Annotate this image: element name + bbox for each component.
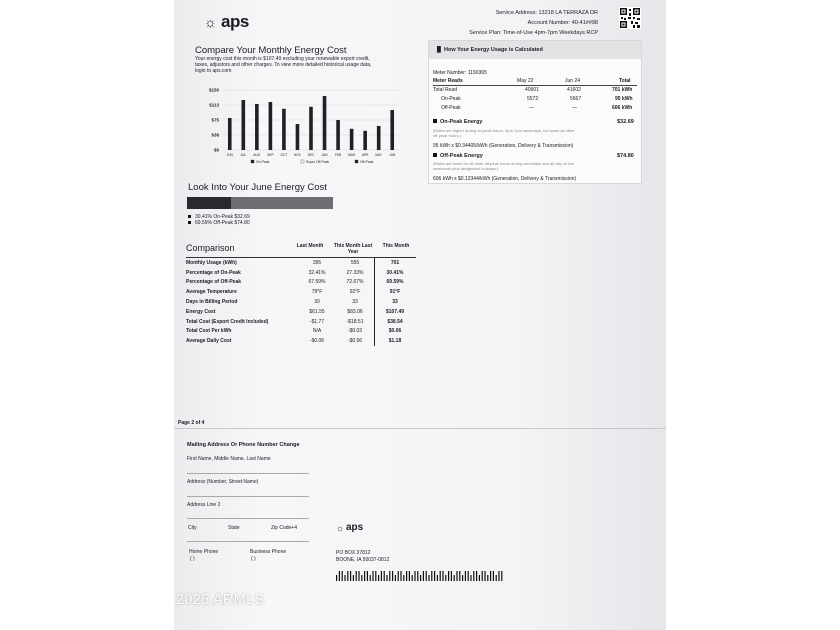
x-tick-label: APR: [361, 153, 369, 157]
field-state-label: State: [228, 525, 240, 531]
comparison-cell: -$1.77: [309, 318, 325, 325]
legend-swatch: [301, 160, 304, 163]
x-tick-label: NOV: [294, 153, 301, 157]
service-address: Service Address: 13218 LA TERRAZA DR: [495, 10, 598, 16]
y-tick-label: $113: [209, 102, 219, 108]
compare-desc-line-2: taxes, adjustors and other charges. To view more detailed historical usage data,: [195, 62, 372, 68]
comparison-cell: 30.41%: [375, 268, 416, 278]
row-total-read-total: 701 kWh: [612, 87, 633, 93]
col-total: Total: [619, 78, 631, 84]
on-peak-title: On-Peak Energy: [440, 119, 483, 125]
row-on-peak-a: 5572: [527, 96, 539, 102]
section-divider: [174, 428, 666, 429]
june-legend: [188, 214, 250, 226]
compare-desc-line-1: Your energy cost this month is $107.49 excluding your renewable export credit,: [195, 56, 370, 62]
row-total-read-b: 41602: [567, 87, 581, 93]
comparison-cell: $1.18: [375, 336, 416, 346]
field-home-phone-label: Home Phone: [189, 549, 219, 555]
comparison-row: [186, 297, 415, 307]
row-off-peak-a: —: [529, 105, 534, 111]
comparison-cell: -$0.56: [347, 338, 363, 345]
comparison-row: [186, 287, 415, 297]
comparison-cell: 91°F: [375, 287, 416, 297]
off-peak-calc: 606 kWh x $0.12344/kWh (Generation, Delivery & Transmission): [433, 176, 577, 182]
june-legend-off: 69.59% Off-Peak $74.80: [195, 220, 250, 226]
comparison-row-label: Average Daily Cost: [186, 338, 232, 345]
comparison-row: [186, 317, 415, 327]
comparison-row: [186, 268, 415, 278]
chart-bar: [363, 131, 367, 150]
chart-bar: [296, 124, 300, 150]
field-city-label: City: [188, 525, 197, 531]
x-tick-label: AUG: [253, 153, 261, 157]
field-address-label: Address (Number, Street Name): [187, 479, 259, 485]
qr-code-icon: [619, 7, 641, 29]
monthly-cost-chart: [203, 86, 403, 170]
on-peak-swatch-icon: [188, 215, 191, 218]
comparison-cell: $38.54: [375, 317, 416, 327]
comparison-row: [186, 258, 415, 268]
y-tick-label: $0: [213, 147, 219, 153]
june-cost-bar: [187, 197, 333, 209]
legend-label: Off-Peak: [360, 159, 374, 164]
y-tick-label: $75: [211, 117, 219, 123]
account-number: Account Number: 40-41##98: [527, 20, 598, 26]
chart-bar: [336, 120, 340, 150]
chart-bar: [390, 110, 394, 150]
field-address2-line[interactable]: [187, 518, 309, 519]
remit-logo: [336, 522, 376, 536]
compare-desc-line-3: login to aps.com: [195, 68, 232, 74]
usage-title: How Your Energy Usage is Calculated: [444, 47, 543, 53]
comparison-cell: 67.59%: [308, 279, 326, 286]
comparison-cell: $0.06: [375, 327, 416, 337]
mailing-title: Mailing Address Or Phone Number Change: [187, 442, 300, 448]
comparison-row-label: Days in Billing Period: [186, 299, 238, 306]
comparison-cell: -$18.51: [346, 318, 364, 325]
comparison-cell: 555: [350, 259, 360, 266]
col-may: May 22: [517, 78, 534, 84]
remit-po-box: PO BOX 37812: [336, 550, 371, 556]
off-peak-note: [433, 161, 574, 171]
chart-bar: [323, 96, 327, 150]
col-jun: Jun 24: [565, 78, 581, 84]
row-on-peak-label: On-Peak: [441, 96, 461, 102]
off-peak-swatch-icon: [188, 221, 191, 224]
x-tick-label: JUN: [389, 153, 396, 157]
comparison-cell: N/A: [312, 328, 322, 335]
off-peak-amount: $74.80: [617, 153, 634, 159]
legend-label: On-Peak: [256, 159, 270, 164]
on-peak-note: [433, 128, 575, 138]
on-peak-note-2: off-peak hours.): [433, 133, 461, 138]
bar-chart-icon: ▐▌: [435, 47, 443, 53]
comparison-cell: 395: [312, 259, 322, 266]
x-tick-label: MAY: [375, 153, 383, 157]
row-off-peak-total: 606 kWh: [612, 105, 633, 111]
comparison-row: [186, 278, 415, 288]
x-tick-label: MAR: [348, 153, 356, 157]
comparison-header-last-year: This Month Last Year: [333, 243, 373, 255]
x-tick-label: DEC: [307, 153, 315, 157]
june-legend-on: 30.41% On-Peak $32.69: [195, 214, 250, 220]
comparison-cell: $61.55: [309, 308, 325, 315]
comparison-row-label: Total Cost Per kWh: [186, 328, 232, 335]
comparison-cell: 30: [314, 299, 320, 306]
on-peak-calc: 95 kWh x $0.34405/kWh (Generation, Delivery & Transmission): [433, 143, 574, 149]
off-peak-note-1: (Rates are lower for all other off-peak hours during weekdays and all day on the: [433, 161, 574, 166]
remit-city: BOONE, IA 50037-0812: [336, 557, 390, 563]
chart-bar: [282, 109, 286, 150]
remit-logo-mark-icon: ☼: [336, 523, 345, 533]
chart-bar: [309, 107, 313, 150]
comparison-cell: 72.67%: [346, 279, 364, 286]
comparison-cell: 27.33%: [346, 269, 364, 276]
comparison-row-label: Average Temperature: [186, 289, 237, 296]
y-tick-label: $38: [211, 132, 219, 138]
compare-description: [195, 56, 415, 74]
field-zip-label: Zip Code+4: [271, 525, 297, 531]
comparison-row-label: Percentage of On-Peak: [186, 269, 241, 276]
comparison-row: [186, 327, 415, 337]
chart-bar: [228, 118, 232, 150]
page-label: Page 2 of 4: [178, 420, 205, 426]
meter-number: Meter Number: 1190365: [433, 70, 487, 76]
aps-logo: [204, 12, 264, 32]
june-on-peak-segment: [187, 197, 231, 209]
meter-reads-header: Meter Reads: [433, 78, 463, 84]
aps-logo-mark-icon: ☼: [204, 14, 217, 30]
row-off-peak-label: Off-Peak: [441, 105, 461, 111]
legend-swatch: [355, 160, 358, 163]
comparison-cell: 79°F: [311, 289, 323, 296]
comparison-cell: $107.49: [375, 307, 416, 317]
comparison-cell: 32.41%: [308, 269, 326, 276]
field-address2-label: Address Line 2: [187, 502, 221, 508]
off-peak-square-icon: [433, 153, 437, 157]
on-peak-amount: $32.69: [617, 119, 634, 125]
comparison-row: [186, 307, 415, 317]
on-peak-square-icon: [433, 119, 437, 123]
comparison-header-last-month: Last Month: [296, 243, 324, 249]
comparison-row-label: Total Cost (Export Credit Included): [186, 318, 269, 325]
legend-label: Super Off Peak: [306, 159, 330, 164]
x-tick-label: OCT: [280, 153, 288, 157]
field-address-line[interactable]: [187, 496, 309, 497]
account-info: [398, 8, 598, 38]
x-tick-label: FEB: [334, 153, 342, 157]
usage-calculation-box: [428, 40, 642, 184]
field-name-label: First Name, Middle Name, Last Name: [187, 456, 271, 462]
row-total-read-label: Total Read: [433, 87, 457, 93]
off-peak-note-2: weekends plus designated holidays.): [433, 166, 499, 171]
brand-name: aps: [221, 12, 249, 31]
usage-divider: [433, 85, 637, 86]
postal-barcode-icon: [336, 571, 506, 581]
comparison-row-label: Percentage of Off-Peak: [186, 279, 242, 286]
chart-bar: [255, 104, 259, 150]
comparison-row-label: Energy Cost: [186, 308, 216, 315]
comparison-header-this-month: This Month: [382, 243, 410, 249]
chart-bar: [242, 100, 246, 150]
row-on-peak-b: 5667: [570, 96, 582, 102]
y-tick-label: $150: [208, 87, 219, 93]
field-city-line[interactable]: [187, 541, 309, 542]
comparison-cell: 33: [352, 299, 358, 306]
comparison-title: Comparison: [186, 243, 235, 253]
comparison-row: [186, 336, 415, 346]
x-tick-label: JUN: [226, 153, 233, 157]
usage-title-row: [435, 47, 543, 54]
comparison-cell: -$0.06: [309, 338, 325, 345]
row-on-peak-total: 95 kWh: [615, 96, 633, 102]
comparison-row-label: Monthly Usage (kWh): [186, 259, 237, 266]
comparison-cell: 92°F: [349, 289, 361, 296]
comparison-cell: 701: [375, 258, 416, 268]
home-phone-paren: ( ): [190, 556, 195, 562]
x-tick-label: SEP: [267, 153, 274, 157]
x-tick-label: JAN: [321, 153, 328, 157]
chart-bar: [269, 102, 273, 150]
field-name-line[interactable]: [187, 473, 309, 474]
on-peak-energy-title: [433, 119, 483, 126]
comparison-cell: 33: [375, 297, 416, 307]
watermark: 2025 ARMLS: [176, 592, 265, 608]
comparison-cell: 69.59%: [375, 278, 416, 288]
june-title: Look Into Your June Energy Cost: [188, 182, 327, 193]
comparison-cell: $83.06: [347, 308, 363, 315]
on-peak-note-1: (Rates are higher during on-peak hours, 4pm-7pm weekdays, not lower all other: [433, 128, 575, 133]
x-tick-label: JUL: [240, 153, 247, 157]
chart-bar: [350, 129, 354, 150]
off-peak-title: Off-Peak Energy: [440, 153, 483, 159]
chart-bar: [377, 126, 381, 150]
row-off-peak-b: —: [572, 105, 577, 111]
compare-title: Compare Your Monthly Energy Cost: [195, 45, 347, 56]
comparison-table: [186, 258, 415, 346]
off-peak-energy-title: [433, 153, 483, 160]
field-business-phone-label: Business Phone: [250, 549, 287, 555]
service-plan: Service Plan: Time-of-Use 4pm-7pm Weekdays RCP: [469, 30, 598, 36]
legend-swatch: [251, 160, 254, 163]
chart-svg: [203, 86, 403, 170]
comparison-cell: -$0.03: [347, 328, 363, 335]
remit-brand: aps: [346, 522, 364, 533]
row-total-read-a: 40901: [525, 87, 539, 93]
business-phone-paren: ( ): [251, 556, 256, 562]
